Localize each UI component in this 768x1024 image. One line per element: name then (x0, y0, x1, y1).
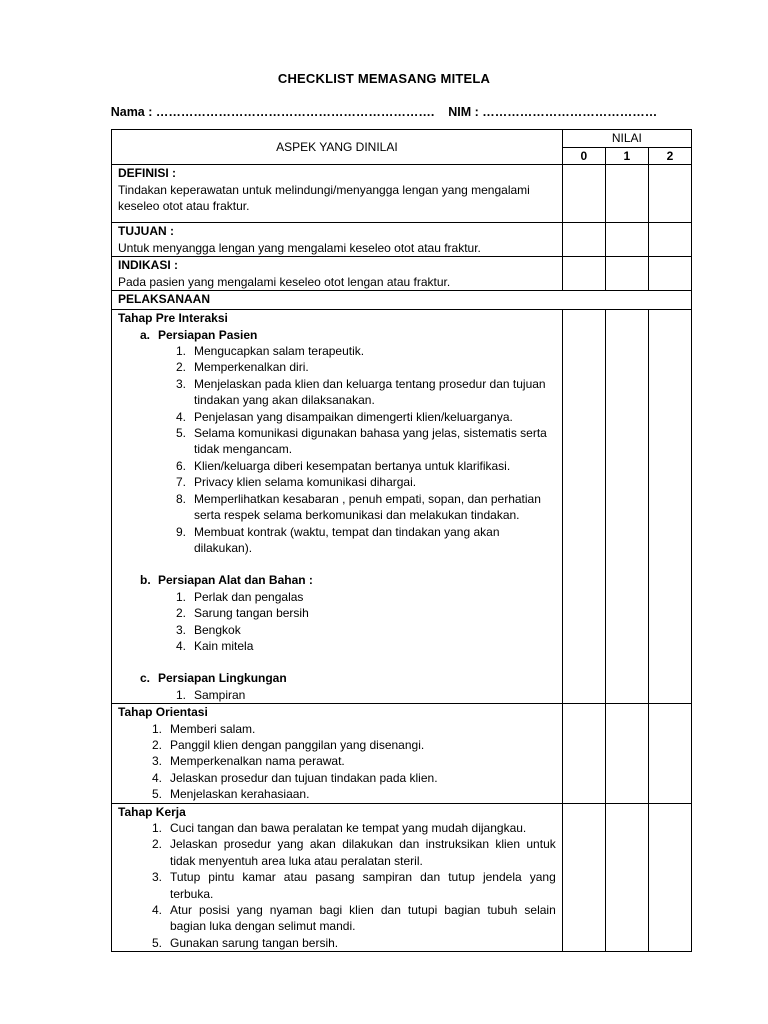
list-item: 4. Jelaskan prosedur dan tujuan tindakan pada klien. (151, 770, 438, 785)
score-cell[interactable] (605, 223, 648, 257)
identity-line: Nama : …………………………………………………………. NIM : …………………………………… (110, 105, 658, 119)
header-aspek: ASPEK YANG DINILAI (112, 130, 563, 165)
list-item: 4. Kain mitela (175, 638, 254, 653)
list-item: 3. Bengkok (175, 622, 241, 637)
score-cell[interactable] (562, 803, 605, 952)
score-cell[interactable] (605, 803, 648, 952)
persiapan-pasien-heading (118, 327, 556, 343)
indikasi-label: INDIKASI : (118, 258, 178, 273)
score-cell[interactable] (562, 165, 605, 223)
list-item: 3. Menjelaskan pada klien dan keluarga tentang prosedur dan tujuan tindakan yang akan dilaksanakan. (175, 376, 546, 408)
list-item: 2. Memperkenalkan diri. (175, 360, 309, 375)
score-cell[interactable] (648, 257, 691, 291)
list-item: 6. Klien/keluarga diberi kesempatan bertanya untuk klarifikasi. (175, 458, 511, 473)
list-item: 2. Panggil klien dengan panggilan yang disenangi. (151, 737, 425, 752)
document-title: CHECKLIST MEMASANG MITELA (277, 71, 491, 86)
header-row (112, 130, 692, 148)
indikasi-cell (112, 257, 563, 291)
persiapan-pasien-label: Persiapan Pasien (158, 327, 258, 342)
score-cell[interactable] (648, 165, 691, 223)
kerja-cell (112, 803, 563, 952)
score-cell[interactable] (648, 223, 691, 257)
list-item: 1. Sampiran (175, 687, 246, 702)
list-item: 2. Jelaskan prosedur yang akan dilakukan dan instruksikan klien untuk tidak menyentuh area luka atau peralatan steril. (151, 837, 556, 868)
list-item: 3. Tutup pintu kamar atau pasang sampiran dan tutup jendela yang terbuka. (151, 870, 556, 901)
score-cell[interactable] (648, 310, 691, 704)
checklist-table (111, 129, 692, 952)
score-cell[interactable] (562, 704, 605, 803)
kerja-label: Tahap Kerja (118, 804, 186, 819)
pelaksanaan-row (112, 291, 692, 310)
definisi-text: Tindakan keperawatan untuk melindungi/menyangga lengan yang mengalami keseleo otot atau fraktur. (118, 182, 530, 214)
list-item: 1. Mengucapkan salam terapeutik. (175, 344, 365, 359)
persiapan-alat-heading (118, 572, 556, 588)
definisi-row (112, 165, 692, 223)
list-item: 7. Privacy klien selama komunikasi dihargai. (175, 475, 417, 490)
persiapan-lingkungan-heading (118, 670, 556, 686)
pre-interaksi-label: Tahap Pre Interaksi (118, 311, 228, 326)
list-item: 1. Cuci tangan dan bawa peralatan ke tempat yang mudah dijangkau. (151, 821, 527, 835)
list-marker: a. (140, 327, 151, 342)
definisi-cell (112, 165, 563, 223)
score-header-1: 1 (605, 148, 648, 165)
tujuan-label: TUJUAN : (118, 224, 174, 239)
persiapan-alat-label: Persiapan Alat dan Bahan : (158, 573, 313, 588)
list-item: 1. Perlak dan pengalas (175, 589, 304, 604)
list-item: 5. Menjelaskan kerahasiaan. (151, 787, 310, 802)
score-cell[interactable] (605, 257, 648, 291)
list-item: 5. Selama komunikasi digunakan bahasa yang jelas, sistematis serta tidak mengancam. (175, 426, 547, 457)
indikasi-row (112, 257, 692, 291)
tujuan-row (112, 223, 692, 257)
pre-interaksi-row (112, 310, 692, 704)
score-cell[interactable] (562, 310, 605, 704)
definisi-label: DEFINISI : (118, 166, 177, 181)
header-nilai: NILAI (562, 130, 691, 148)
list-item: 1. Memberi salam. (151, 721, 256, 736)
tujuan-cell (112, 223, 563, 257)
score-header-2: 2 (648, 148, 691, 165)
score-cell[interactable] (562, 223, 605, 257)
list-item: 2. Sarung tangan bersih (175, 606, 309, 621)
score-cell[interactable] (605, 704, 648, 803)
orientasi-cell (112, 704, 563, 803)
score-cell[interactable] (648, 704, 691, 803)
score-cell[interactable] (605, 310, 648, 704)
persiapan-lingkungan-label: Persiapan Lingkungan (158, 671, 287, 686)
list-item: 4. Atur posisi yang nyaman bagi klien dan tutupi bagian tubuh selain bagian luka dengan selimut mandi. (151, 903, 556, 934)
orientasi-label: Tahap Orientasi (118, 705, 208, 720)
pre-interaksi-cell (112, 310, 563, 704)
list-item: 4. Penjelasan yang disampaikan dimengerti klien/keluarganya. (175, 409, 513, 424)
score-cell[interactable] (562, 257, 605, 291)
score-cell[interactable] (605, 165, 648, 223)
list-item: 9. Membuat kontrak (waktu, tempat dan tindakan yang akan dilakukan). (175, 524, 500, 555)
indikasi-text: Pada pasien yang mengalami keseleo otot lengan atau fraktur. (118, 274, 451, 289)
orientasi-row (112, 704, 692, 803)
pelaksanaan-label: PELAKSANAAN (112, 291, 692, 310)
list-marker: b. (140, 573, 151, 588)
score-header-0: 0 (562, 148, 605, 165)
list-marker: c. (140, 671, 151, 686)
kerja-row (112, 803, 692, 952)
tujuan-text: Untuk menyangga lengan yang mengalami keseleo otot atau fraktur. (118, 240, 481, 255)
list-item: 5. Gunakan sarung tangan bersih. (151, 935, 339, 950)
list-item: 3. Memperkenalkan nama perawat. (151, 754, 345, 769)
score-cell[interactable] (648, 803, 691, 952)
list-item: 8. Memperlihatkan kesabaran , penuh empati, sopan, dan perhatian serta respek selama berkomunikasi dan melakukan tindakan. (175, 491, 541, 523)
